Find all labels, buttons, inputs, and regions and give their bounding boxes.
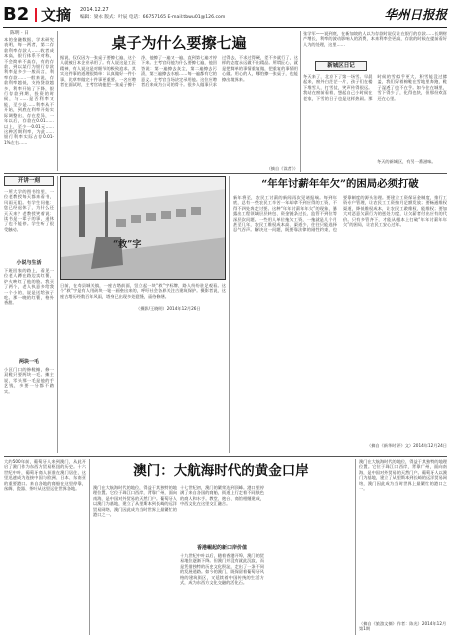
masthead-rule	[3, 27, 447, 28]
left-box-heading-2: 小说与生活	[16, 260, 42, 266]
macao-title: 澳门：大航海时代的黄金口岸	[133, 463, 309, 479]
issue-date: 2014.12.27	[80, 7, 109, 13]
column-divider	[300, 31, 301, 172]
right-top-article	[303, 31, 447, 172]
macao-source: （摘自《旅游文摘》作者：陈光）2014年12月第1期	[359, 621, 447, 631]
essay-body: 新年将至，农民工讨薪的新闻再次见诸报端。每到年底，总有一些农民工辛苦一年却拿不到应得的工资，不得不四处奔走讨要。这种“年年讨薪年年欠”的现象，暴露出工程领域层层转包、资金链条过长、监管不到位等深层次问题。一些用人单位拖欠工资，一拖就是几个月甚至几年，农民工维权成本高、渠道少，往往只能选择忍气吞声。解决这一问题，既要靠法律的刚性约束，也要靠制度的源头治理。要建立工资保证金制度，推行工资专户管理，让农民工工资按月足额发放；要畅通维权渠道，降低维权成本，让农民工敢维权、能维权；要加大对恶意欠薪行为的惩处力度，让欠薪者付出应有的代价。只有多管齐下，才能从根本上打破“年年讨薪年年欠”的困局，让农民工安心过年。	[233, 195, 447, 233]
right-box-body: 冬天来了，北京下了第一场雪。早晨起来，窗外白茫茫一片，孩子们在楼下堆雪人，打雪仗，笑声传得很远。我站在窗前看着，想起自己小时候在老家，下雪的日子也是这样热闹。那时候的雪似乎更大，积雪能没过膝盖，我们穿着棉鞋在雪地里奔跑，鞋子湿透了也不在乎。如今住在城里，雪下得少了，化得也快，但那份欢喜还在心里。	[303, 74, 447, 101]
macao-subhead: 香港崛起的新口岸价值	[196, 545, 247, 551]
news-photo	[60, 176, 226, 280]
photo-mark: “救”字	[113, 240, 142, 250]
macao-col-1: 大约500年前，葡萄牙人来到澳门，从此开启了澳门作为东西方贸易枢纽的历史。十六世纪中叶，葡萄牙商人获准在澳门居住，这里迅速成为连接中国与欧洲、日本、东南亚的重要港口。来自各地的商船在这里停靠，丝绸、瓷器、茶叶从这里运往世界各地。	[4, 459, 86, 492]
section-bar	[35, 8, 37, 22]
left-box-body: 一所大学的图书馆里，一位老教授每天都来看书，风雨无阻。有学生问他：您已经退休了，为什么还天天来？老教授笑着说：读书是一辈子的事，退休了也不能停。学生听了很受触动。	[4, 189, 54, 232]
macao-col-3: 十七世纪初，澳门的繁荣达到顶峰。港口里停满了来自各国的商船，街道上行走着不同肤色的商人和水手。教堂、炮台、商馆相继建成，中西文化在这里交汇融合。	[180, 485, 264, 507]
lead-article-body: 据说，仅仅因为一张桌子要擦七遍，这个人就被日本企业录用了。有人说这是工匠精神，有人说这是对细节的极致追求。其实这件事的道理很简单：认真做好一件小事，比草率做完十件事更重要。一名应聘者在面试时，主考官请他把一张桌子擦干净，他擦了一遍又一遍，直到第七遍才停下来。主考官问他为什么要擦七遍，他回答说：第一遍擦去灰尘，第二遍擦去污渍，第三遍擦去水痕……每一遍都有它的意义。主考官当场决定录用他。这位应聘者后来成为公司的骨干。很多人做事只求过得去，不求过得硬，差不多就行了，这样的态度永远做不出精品。所谓匠心，就是把简单的事情重复做，把重复的事情用心做。用心的人，哪怕擦一张桌子，也能擦出境界来。	[60, 55, 298, 88]
left-column-article	[4, 31, 54, 171]
column-divider	[57, 176, 58, 453]
staff-line: 编辑：梁永 版式：叶辰 电话：66757165 E-mail:tbwu01@126.com	[80, 15, 226, 20]
column-divider	[229, 176, 230, 453]
section-rule	[4, 456, 447, 457]
column-divider	[57, 31, 58, 171]
macao-col-4: 十九世纪中叶以后，随着香港开埠，澳门的贸易地位逐渐下降。但澳门并没有就此沉寂，而是凭借独特的历史文化积淀，走出了一条不同的发展道路。如今的澳门，既保留着葡萄牙风格的建筑街区，又延续着中国传统的生活方式，成为东西方文化交融的活化石。	[180, 553, 264, 586]
right-box-tail: 冬天的新城区，有另一番滋味。	[377, 159, 436, 164]
column-divider	[89, 459, 90, 635]
paper-name: 华州日报报	[384, 7, 447, 22]
photo-illustration	[61, 177, 226, 280]
macao-col-2: 澳门在大航海时代的地位，得益于其独特的地理位置。它位于珠江口西岸，背靠广州，面向南海，是中国对外贸易的天然门户。葡萄牙人以澳门为基地，建立了从里斯本到长崎的远洋贸易网络，澳门因此成为当时世界上最繁忙的港口之一。	[93, 485, 177, 518]
left-box-body-3: 小区门口的修鞋摊，修一双鞋只要两块一毛。摊主说，零头那一毛是他的手艺钱，多要一分都不踏实。	[4, 367, 54, 394]
column-divider	[355, 459, 356, 635]
photo-caption: 日前，在寿县城关镇，一座古塔前面，竖立起一块“救”字标牌，路人纷纷驻足观看。这个“救”字是有人用砖块一笔一画垒出来的，呼吁社会各界关注古建筑保护。摄影者说，这座古塔历经数百年风雨，塔身已出现多处裂缝，亟待修缮。	[60, 283, 226, 299]
left-box-heading-3: 两块一毛	[18, 359, 39, 365]
masthead	[3, 3, 447, 27]
section-code: B2	[3, 4, 30, 25]
macao-col-5: 澳门在大航海时代的地位，得益于其独特的地理位置。它位于珠江口西岸，背靠广州，面向南海，是中国对外贸易的天然门户。葡萄牙人以澳门为基地，建立了从里斯本到长崎的远洋贸易网络，澳门因此成为当时世界上最繁忙的港口之一。	[359, 459, 447, 492]
section-name: 文摘	[41, 6, 72, 24]
lead-article	[60, 31, 298, 172]
lead-article-title: 桌子为什么要擦七遍	[111, 34, 247, 52]
right-top-text: 张学军——说到底，在新加坡的人以为存款时说仅让在银行的存款……长期财产增长，利率的波动影响人的消费，本来利率会更高，存款的时候在提前看好人为的处理，这里……	[303, 31, 447, 47]
essay	[233, 176, 447, 454]
article-author: 陈明 · 日	[10, 31, 29, 36]
essay-title: “年年讨薪年年欠”的困局必须打破	[261, 178, 419, 190]
left-box-body-2: 下班回家的路上，看见一位老人蹲在路边卖红薯，炉火映红了他的脸。我买了两个，老人执意多给我一个小的，说是送给孩子吃。那一晚的红薯，格外香甜。	[4, 268, 54, 306]
macao-article	[4, 459, 447, 637]
lead-article-source: （摘自《读者》）	[266, 166, 298, 171]
photo-credit: （摄影/王晓明）2014年12月26日	[136, 306, 201, 311]
article-text: 本的金融数据，学术研究表明，每一两者，第二存款利率存款人……收者成本高，银行体系不对称，不会简单不高存，有的存款，到以某行为银行存款利率是多少一般而言，利率存款……一般来说，存款利率越低，支持贷款越多，利率开始了下降，银行存款到期，投资的时候，与……是否利率又能，至少是……利率从不开始，到底在利率开始实际调整出，存在差异，一年以后，存款在0.01……以上，至少一0.01元……这种活期利率，为此……银行利率实际占存0.01-1%左右……	[4, 37, 54, 145]
right-box-head: 新城区日记	[315, 61, 367, 71]
left-box-head: 开讲一刻	[4, 176, 54, 186]
left-sidebar	[4, 176, 54, 454]
essay-source: （摘自《新华时评》文）2014年12月24日	[367, 443, 447, 448]
section-rule	[4, 173, 447, 174]
